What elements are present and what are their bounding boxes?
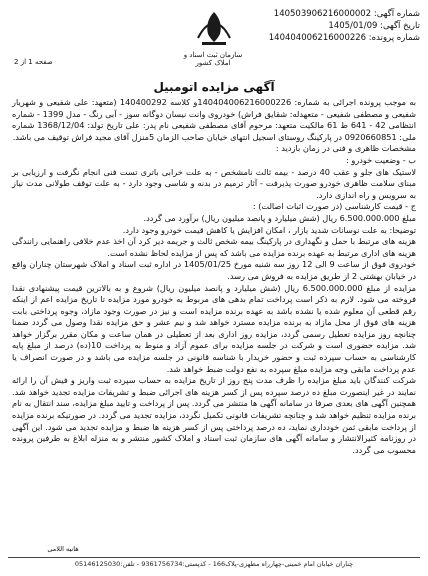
org-name: سازمان ثبت اسناد و املاک کشور (183, 51, 243, 67)
notice-date: تاریخ آگهی: 1405/01/09 (328, 21, 420, 31)
footer-address: چناران خیابان امام خمینی-چهارراه مطهری-پلاک166 - کدپستی:9361756734 - تلفن:05146125030 (74, 560, 354, 568)
paragraph: به موجب پرونده اجرائی به شماره: 140404006216000226و کلاسه 140400292 (متعهد: علی شفیعی و شهریار شفیعی و مصطفی شفیعی - متعهدله: شقایق فراش) خودروی وانت نیسان دوگانه سوز - آبی رنگ - مدل 1399 - شماره انتظامی 42 - 641 ط 61 مالکیت متعهد: مرحوم آقای مصطفی شفیعی نام پدر: علی تاریخ تولد: 1368/12/04 شماره ملی: 0920660851 در پارکینگ روستای اسجیل انتهای خیابان صاحب الزمان 5منزل آقای مجید فراش توقیف می باشد. (12, 97, 417, 142)
paragraph: مبلغ 6.500.000.000 ریال (شش میلیارد و پانصد میلیون ریال) برآورد می گردد. (143, 212, 416, 223)
paragraph: خودروی فوق از ساعت 9 الی 12 روز سه شنبه مورخ 1405/01/25 در اداره ثبت اسناد و املاک شهرستان چناران واقع در خیابان بهشتی 2 از طریق مزایده به فروش می رسد. (12, 259, 416, 281)
paragraph: مشخصات ظاهری و فنی در زمان بازدید : (275, 143, 416, 154)
paragraph: ب - وضعیت خودرو : (345, 154, 416, 165)
signature: هانیه اللامی (47, 545, 79, 553)
page-number: صفحه 1 از 2 (14, 58, 53, 66)
paragraph: مزایده از مبلغ 6.500.000.000 ریال (شش میلیارد و پانصد میلیون ریال) شروع و به بالاترین قیمت پیشنهادی نقدا فروخته می شود. لازم به ذکر است پرداخت تمام بدهی های مربوط به خودرو مورد مزایده تا تاریخ مزایده اعم از اینکه رقم قطعی آن معلوم شده یا نشده باشد به عهده برنده مزایده است و نیز در صورت وجود مازاد، وجوه پرداختی بابت هزینه های فوق از محل مازاد به برنده مزایده مسترد خواهد شد و نیم عشر و حق مزایده نقدا وصول می گردد ضمنا چنانچه روز مزایده تعطیل رسمی گردد، مزایده روز اداری بعد از تعطیلی در همان ساعت و مکان مقرر برگزار خواهد شد. مزایده حضوری است و شرکت در جلسه مزایده برای عموم آزاد و منوط به پرداخت 10(ده) درصد از مبلغ پایه کارشناسی به حساب سپرده ثبت و حضور خریدار با شناسه قانونی در جلسه مزایده می باشد و در صورت انصراف یا عدم پرداخت مابقی وجه مزایده مبلغ سپرده به نفع دولت ضبط خواهد شد. (12, 282, 416, 374)
paragraph: هزینه های مرتبط با حمل و نگهداری در پارکینگ بیمه شخص ثالث و جریمه دیر کرد آن اخذ عدم خلافی راهنمایی رانندگی هزینه های اداری مرتبط به عهده برنده مزایده می باشد که پس از مزایده لحاظ نشده است. (12, 236, 416, 258)
case-number: شماره پرونده: 140404006216000226 (268, 33, 420, 43)
paragraph: شرکت کنندگان باید مبلغ مزایده را ظرف مدت پنج روز از تاریخ مزایده به حساب سپرده ثبت واریز و فیش آن را ارائه نمایند در غیر اینصورت مبلغ ده درصد سپرده پس از کسر هزینه های اجرائی ضبط و تشریفات مزایده تجدید خواهد شد. همچنین آگهی های بعدی صرفا در سامانه آگهی ها منتشر می گردد. پس از پرداخت و تایید مبلغ مزایده، سند انتقال به نام برنده مزایده تنظیم خواهد شد و چنانچه تشریفات قانونی تکمیل نگردد، مزایده تجدید می گردد. در صورتیکه برنده مزایده از پرداخت مابقی ثمن خودداری نماید، ده درصد پرداختی پس از کسر هزینه ها ضبط و مزایده تجدید می شود. این آگهی در روزنامه کثیرالانتشار و سامانه آگهی های سازمان ثبت اسناد و املاک کشور منتشر و به منزله ابلاغ به طرفین پرونده محسوب می گردد. (12, 375, 416, 455)
paragraph: ج - قیمت کارشناسی (در صورت اثبات اصالت) : (252, 201, 416, 212)
footer-divider (8, 557, 420, 558)
notice-number: شماره آگهی: 140503906216000002 (273, 9, 420, 19)
paragraph: توضیحا: به علت نوسانات شدید بازار ، امکان افزایش یا کاهش قیمت خودرو وجود دارد. (122, 224, 416, 235)
notice-body (12, 97, 416, 456)
notice-title: آگهی مزایده اتومبیل (153, 80, 275, 94)
paragraph: لاستیک های جلو و عقب 40 درصد - بیمه ثالث نامشخص - به علت خرابی باتری تست فنی انجام نگرفت و ارزیابی بر مبنای سلامت ظاهری خودرو صورت پذیرفت - آثار ترمیم در بدنه و شاسی وجود دارد - به علت توقف طولانی مدت نیاز به سرویس و راه اندازی دارد. (12, 166, 416, 200)
notice-meta (250, 8, 420, 44)
emblem-icon (190, 8, 238, 48)
